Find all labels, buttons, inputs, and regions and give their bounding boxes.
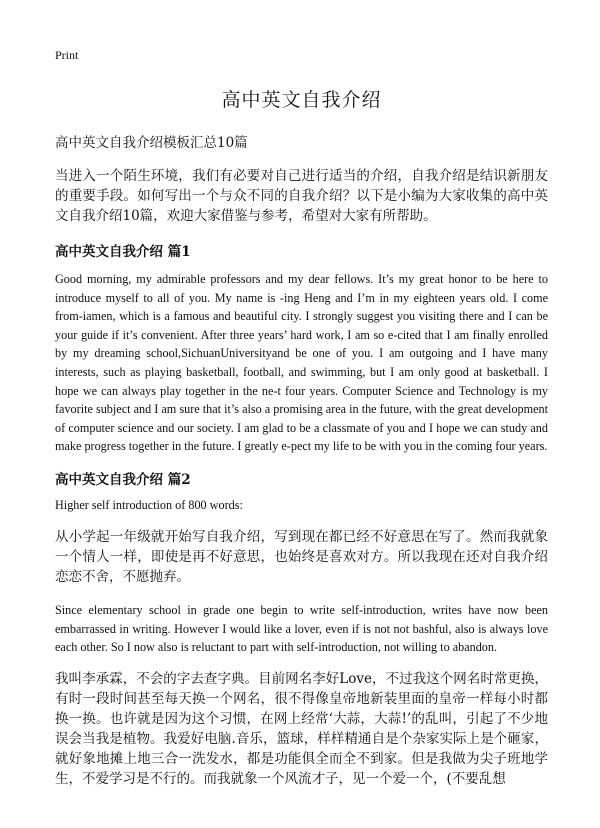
- section-2-heading: 高中英文自我介绍 篇2: [55, 471, 191, 488]
- section-2-lead: Higher self introduction of 800 words:: [55, 497, 243, 512]
- print-link[interactable]: Print: [55, 48, 79, 62]
- section-2-chinese-1: 从小学起一年级就开始写自我介绍，写到现在都已经不好意思在写了。然而我就象一个情人一样，即使是再不好意思，也始终是喜欢对方。所以我现在还对自我介绍恋恋不舍，不愿抛弃。: [55, 528, 548, 585]
- section-1-body: Good morning, my admirable professors and my dear fellows. It’s my great honor to be here to introduce myself to all of you. My name is -ing Heng and I’m in my eighteen years old. I come from-iamen, which is a famous and beautiful city. I strongly suggest you visiting there and I can be your guide if it’s convenient. After three years’ hard work, I am so e-cited that I am finally enrolled by my dreaming school,SichuanUniversityand be one of you. I am outgoing and I have many interests, such as playing basketball, football, and swimming, but I am only good at basketball. I hope we can always play together in the ne-t four years. Computer Science and Technology is my favorite subject and I am sure that it’s also a promising area in the future, with the great development of computer science and our society. I am glad to be a classmate of you and I hope we can study and make progress together in the future. I greatly e-pect my life to be with you in the coming four years.: [55, 272, 548, 454]
- section-2-chinese-2: 我叫李承霖，不会的字去查字典。目前网名李好Love，不过我这个网名时常更换，有时一段时间甚至每天换一个网名，很不得像皇帝地新装里面的皇帝一样每小时都换一换。也许就是因为这个习惯，在网上经常‘大蒜，大蒜!’的乱叫，引起了不少地误会当我是植物。我爱好电脑.音乐，篮球，样样精通自是个杂家实际上是个砸家，就好象地摊上地三合一洗发水，都是功能俱全而全不到家。但是我做为尖子班地学生，不爱学习是不行的。而我就象一个风流才子，见一个爱一个，(不要乱想: [55, 670, 548, 787]
- section-2-english-1: Since elementary school in grade one begin to write self-introduction, writes have now been embarrassed in writing. However I would like a lover, even if is not not bashful, also is always love each other. So I now also is reluctant to part with self-introduction, not willing to abandon.: [55, 602, 548, 655]
- page-title: 高中英文自我介绍: [221, 89, 382, 111]
- document-subtitle: 高中英文自我介绍模板汇总10篇: [55, 135, 248, 151]
- section-1-heading: 高中英文自我介绍 篇1: [55, 244, 191, 260]
- intro-paragraph: 当进入一个陌生环境，我们有必要对自己进行适当的介绍，自我介绍是结识新朋友的重要手段。如何写出一个与众不同的自我介绍？以下是小编为大家收集的高中英文自我介绍10篇，欢迎大家借鉴与参考，希望对大家有所帮助。: [55, 168, 548, 224]
